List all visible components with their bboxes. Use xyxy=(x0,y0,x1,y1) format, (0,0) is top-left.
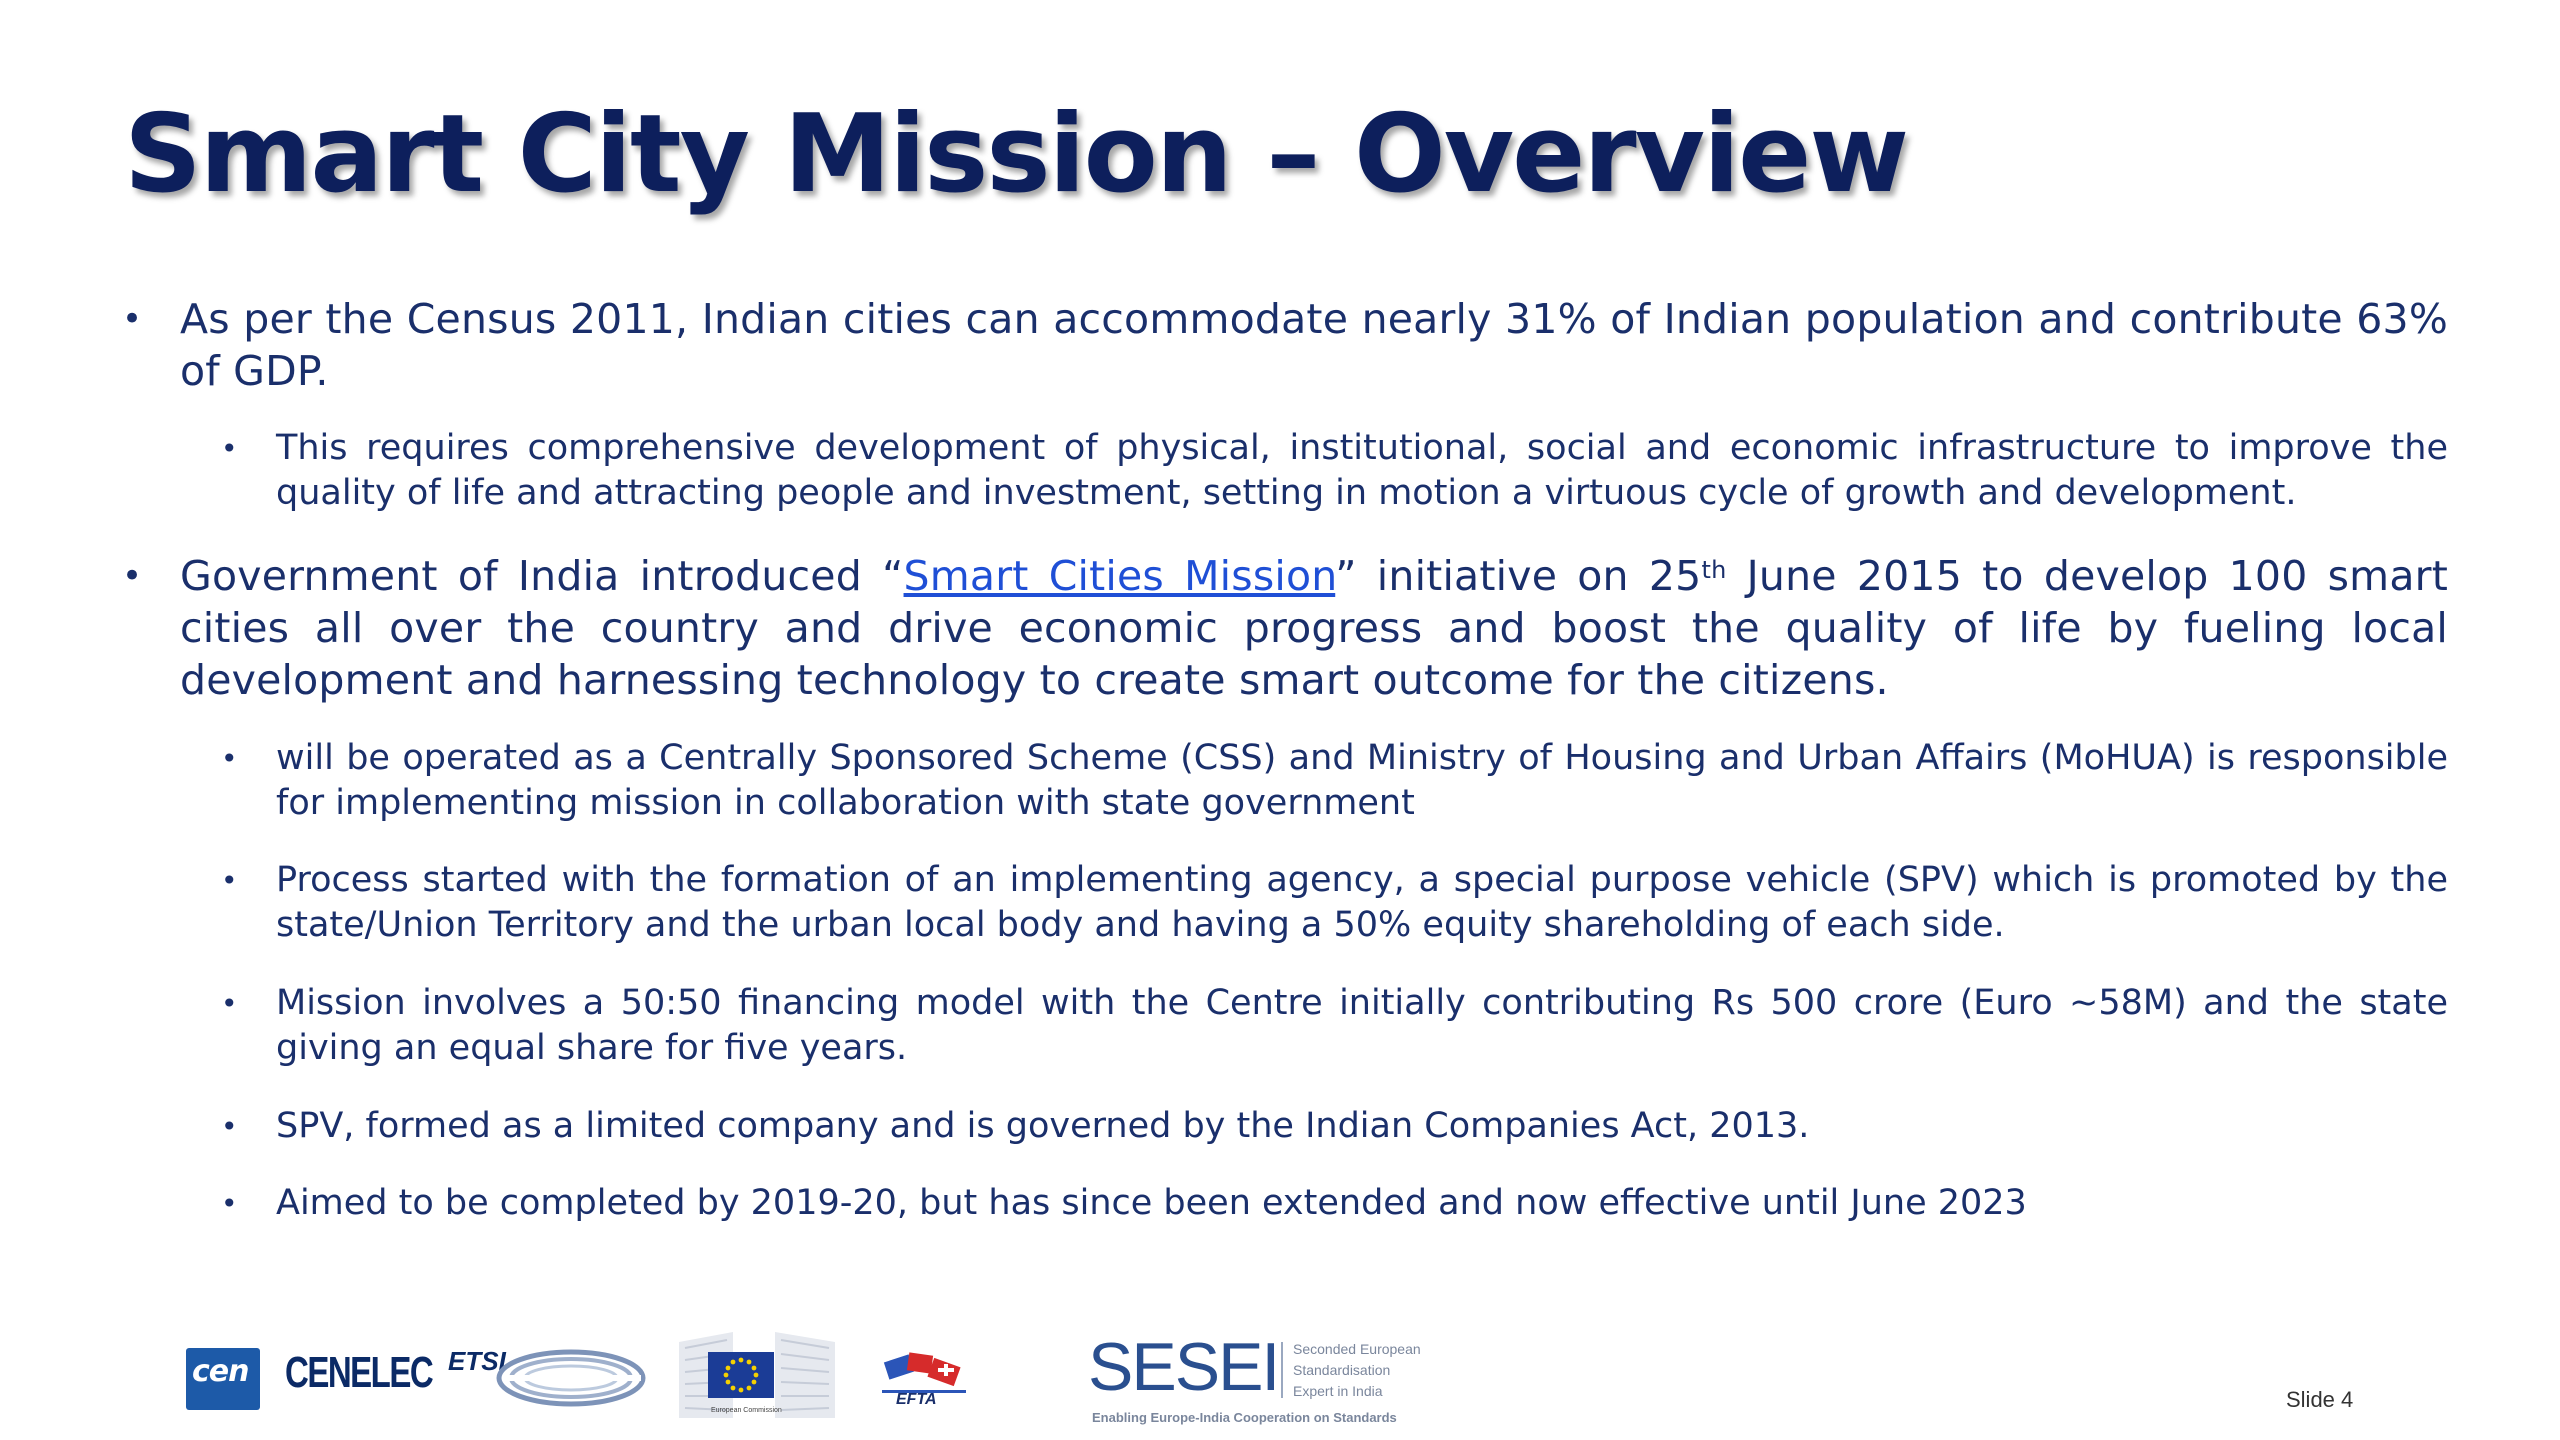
bullet-dot: • xyxy=(122,299,143,339)
sub-bullet-dot: • xyxy=(221,1110,238,1143)
sub-bullet-infrastructure xyxy=(221,426,2448,516)
efta-logo-text: EFTA xyxy=(896,1391,937,1408)
cen-logo xyxy=(186,1348,260,1410)
eu-logo-caption: European Commission xyxy=(711,1407,782,1414)
sub-bullet-text: Process started with the formation of an implementing agency, a special purpose vehicle (SPV) which is promoted by the state/Union Territory and the urban local body and having a 50% equity shareholding of each side. xyxy=(276,860,2448,945)
sesei-logo-line1: Seconded European xyxy=(1293,1341,1421,1357)
bullet-dot: • xyxy=(122,556,143,596)
sub-bullet-text: Aimed to be completed by 2019-20, but has since been extended and now effective until June 2023 xyxy=(276,1183,2027,1223)
sesei-logo-text: SESEI xyxy=(1088,1329,1279,1405)
smart-cities-mission-link[interactable]: Smart Cities Mission xyxy=(903,552,1336,600)
european-commission-logo xyxy=(675,1326,840,1436)
sesei-logo-line3: Expert in India xyxy=(1293,1383,1383,1399)
sub-bullet-text: Mission involves a 50:50 financing model with the Centre initially contributing Rs 500 crore (Euro ~58M) and the state giving an equal share for five years. xyxy=(276,983,2448,1068)
bullet-text-pre: Government of India introduced “ xyxy=(180,552,904,600)
sesei-logo-tagline: Enabling Europe-India Cooperation on Standards xyxy=(1092,1410,1397,1425)
sub-bullet-css xyxy=(221,736,2448,826)
etsi-logo xyxy=(446,1340,646,1410)
bullet-text-mid: ” initiative on 25 xyxy=(1335,552,1702,600)
ordinal-superscript: th xyxy=(1701,556,1727,584)
sub-bullet-dot: • xyxy=(221,1187,238,1220)
sub-bullet-dot: • xyxy=(221,864,238,897)
cenelec-logo: CENELEC xyxy=(285,1348,433,1397)
sesei-logo xyxy=(1088,1328,1488,1432)
cen-logo-text: cen xyxy=(192,1354,249,1389)
bullet-text: As per the Census 2011, Indian cities can accommodate nearly 31% of Indian population and contribute 63% of GDP. xyxy=(180,295,2448,395)
sub-bullet-text: This requires comprehensive development of physical, institutional, social and economic infrastructure to improve the quality of life and attracting people and investment, setting in motion a virtuous cycle of growth and development. xyxy=(276,428,2448,513)
slide-number: Slide 4 xyxy=(2286,1387,2354,1412)
bullet-census xyxy=(122,293,2448,397)
sub-bullet-financing xyxy=(221,981,2448,1071)
efta-logo xyxy=(880,1352,970,1412)
sub-bullet-timeline xyxy=(221,1181,2448,1226)
sub-bullet-dot: • xyxy=(221,987,238,1020)
sesei-logo-line2: Standardisation xyxy=(1293,1362,1391,1378)
sub-bullet-text: will be operated as a Centrally Sponsored Scheme (CSS) and Ministry of Housing and Urban Affairs (MoHUA) is responsible for implementing mission in collaboration with state government xyxy=(276,738,2448,823)
sub-bullet-dot: • xyxy=(221,742,238,775)
bullet-smart-cities xyxy=(122,550,2448,706)
bullet-text-post: June 2015 to develop 100 smart cities all over the country and drive economic progress and boost the quality of life by fueling local development and harnessing technology to create smart outcome for the citizens. xyxy=(180,552,2448,704)
slide-title: Smart City Mission – Overview xyxy=(124,92,1908,217)
sub-bullet-dot: • xyxy=(221,432,238,465)
sub-bullet-spv-company xyxy=(221,1104,2448,1149)
sub-bullet-text: SPV, formed as a limited company and is governed by the Indian Companies Act, 2013. xyxy=(276,1106,1810,1146)
etsi-logo-text: ETSI xyxy=(448,1346,506,1376)
sub-bullet-spv-formation xyxy=(221,858,2448,948)
